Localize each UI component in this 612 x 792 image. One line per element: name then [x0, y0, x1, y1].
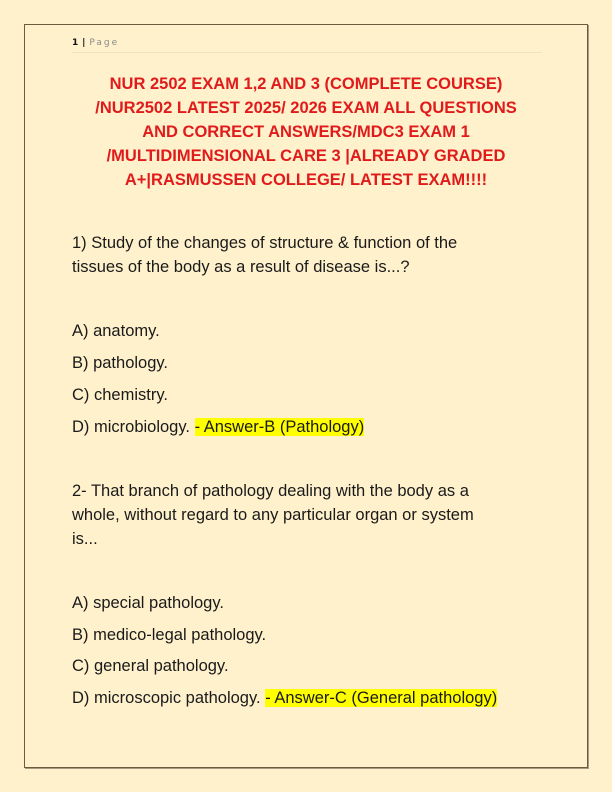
question-2-option-c: C) general pathology. — [72, 657, 229, 675]
question-1-option-a: A) anatomy. — [72, 322, 160, 340]
question-2-text — [72, 479, 542, 551]
title-line: AND CORRECT ANSWERS/MDC3 EXAM 1 — [142, 123, 470, 141]
answer-highlight: - Answer-C (General pathology) — [265, 689, 498, 707]
page-header — [72, 36, 542, 53]
option-text: D) microbiology. — [72, 418, 190, 436]
question-2-option-d — [72, 687, 497, 709]
question-line: whole, without regard to any particular organ or system — [72, 506, 474, 524]
title-line: /MULTIDIMENSIONAL CARE 3 |ALREADY GRADED — [106, 147, 506, 165]
question-line: is... — [72, 530, 98, 548]
page-number: 1 — [72, 38, 79, 48]
title-line: A+|RASMUSSEN COLLEGE/ LATEST EXAM!!!! — [124, 171, 488, 189]
question-1-text — [72, 231, 542, 279]
header-separator: | — [82, 38, 86, 48]
question-line: 1) Study of the changes of structure & function of the — [72, 234, 458, 252]
question-2-option-b: B) medico-legal pathology. — [72, 626, 267, 644]
question-1-option-d — [72, 416, 364, 438]
title-line: /NUR2502 LATEST 2025/ 2026 EXAM ALL QUESTIONS — [95, 99, 517, 117]
question-1-option-b: B) pathology. — [72, 354, 169, 372]
question-line: tissues of the body as a result of disease is...? — [72, 258, 410, 276]
page-label: Page — [89, 38, 120, 48]
question-1-option-c: C) chemistry. — [72, 386, 168, 404]
title-line: NUR 2502 EXAM 1,2 AND 3 (COMPLETE COURSE) — [109, 75, 503, 93]
question-2-option-a: A) special pathology. — [72, 594, 224, 612]
answer-highlight: - Answer-B (Pathology) — [194, 418, 365, 436]
question-line: 2- That branch of pathology dealing with the body as a — [72, 482, 469, 500]
document-title — [62, 72, 550, 192]
option-text: D) microscopic pathology. — [72, 689, 261, 707]
